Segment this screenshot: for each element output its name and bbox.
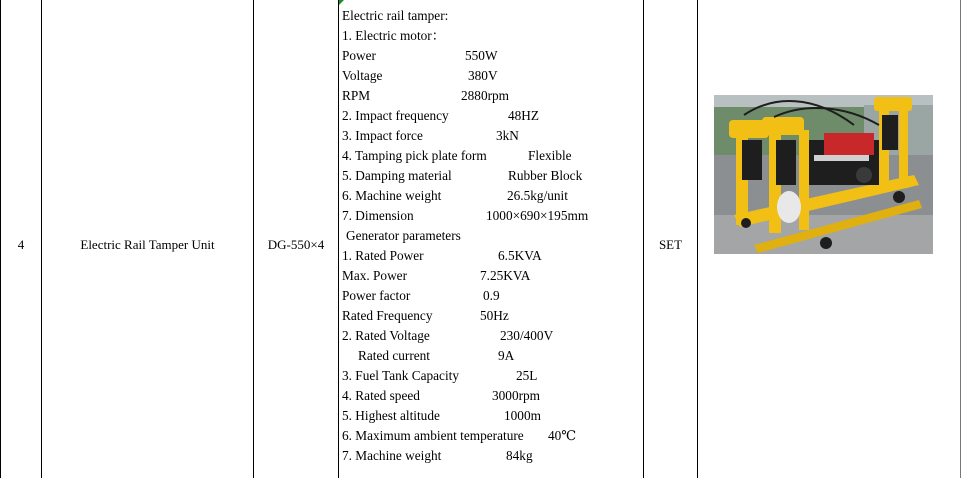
spec-label: Max. Power (342, 268, 407, 283)
spec-label: 4. Rated speed (342, 388, 420, 403)
spec-line (340, 66, 640, 86)
spec-label: Generator parameters (346, 228, 461, 243)
spec-line (340, 46, 640, 66)
spec-value: 550W (465, 48, 498, 63)
cell-item-number (0, 0, 42, 478)
spec-line (340, 346, 640, 366)
spec-line (340, 266, 640, 286)
spec-value: 3kN (496, 128, 519, 143)
spec-label: 1. Rated Power (342, 248, 424, 263)
spec-line (340, 146, 640, 166)
spec-value: 3000rpm (492, 388, 541, 403)
spec-value: 6.5KVA (498, 248, 542, 263)
spec-value: 48HZ (508, 108, 540, 123)
cell-specifications (339, 0, 644, 478)
spec-label: Electric rail tamper: (342, 8, 449, 23)
spec-line (340, 166, 640, 186)
spec-label: 3. Impact force (342, 128, 423, 143)
spec-label: 1. Electric motor： (342, 28, 446, 43)
spec-value: 230/400V (500, 328, 554, 343)
spec-line (340, 426, 640, 446)
spec-line (340, 366, 640, 386)
spec-line (340, 326, 640, 346)
tamper-unit-photo (714, 95, 933, 254)
spec-list (340, 6, 640, 466)
spec-line (340, 406, 640, 426)
tamper-unit-photo-icon (714, 95, 933, 254)
spec-value: 0.9 (483, 288, 500, 303)
spec-label: 7. Dimension (342, 208, 414, 223)
spec-label: 5. Highest altitude (342, 408, 440, 423)
spec-label: 7. Machine weight (342, 448, 442, 463)
cell-product-name (42, 0, 254, 478)
cell-unit (644, 0, 698, 478)
spec-line (340, 106, 640, 126)
spec-line (340, 246, 640, 266)
spec-label: 6. Machine weight (342, 188, 442, 203)
spec-label: 2. Rated Voltage (342, 328, 430, 343)
spec-value: 40℃ (548, 428, 577, 443)
spec-line (340, 126, 640, 146)
item-number: 4 (17, 237, 25, 252)
model-number: DG-550×4 (267, 237, 325, 252)
spec-value: Flexible (528, 148, 572, 163)
spec-line (340, 446, 640, 466)
spec-label: Voltage (342, 68, 383, 83)
spec-line (340, 286, 640, 306)
spec-label: Power (342, 48, 376, 63)
product-name: Electric Rail Tamper Unit (80, 237, 215, 252)
spec-line (340, 306, 640, 326)
spec-value: 26.5kg/unit (507, 188, 568, 203)
spec-label: Power factor (342, 288, 411, 303)
spec-label: Rated Frequency (342, 308, 433, 323)
spec-value: 25L (516, 368, 538, 383)
spec-value: 7.25KVA (480, 268, 531, 283)
spec-line (340, 386, 640, 406)
cell-comment-marker (339, 0, 344, 5)
spec-value: 1000m (504, 408, 541, 423)
spec-label: 2. Impact frequency (342, 108, 449, 123)
spec-label: 4. Tamping pick plate form (342, 148, 487, 163)
spec-value: 9A (498, 348, 515, 363)
spec-line (340, 206, 640, 226)
spec-line (340, 6, 640, 26)
spec-value: 2880rpm (461, 88, 510, 103)
spec-value: 1000×690×195mm (486, 208, 589, 223)
spec-label: RPM (342, 88, 371, 103)
spec-line (340, 226, 640, 246)
spec-label: 5. Damping material (342, 168, 452, 183)
cell-model (254, 0, 339, 478)
spec-line (340, 26, 640, 46)
spec-value: 380V (468, 68, 498, 83)
spec-label: 3. Fuel Tank Capacity (342, 368, 459, 383)
spec-value: 50Hz (480, 308, 509, 323)
spec-line (340, 86, 640, 106)
unit-label: SET (658, 237, 683, 252)
spec-value: Rubber Block (508, 168, 583, 183)
spec-value: 84kg (506, 448, 533, 463)
spec-line (340, 186, 640, 206)
spec-label: 6. Maximum ambient temperature (342, 428, 524, 443)
spec-label: Rated current (358, 348, 430, 363)
